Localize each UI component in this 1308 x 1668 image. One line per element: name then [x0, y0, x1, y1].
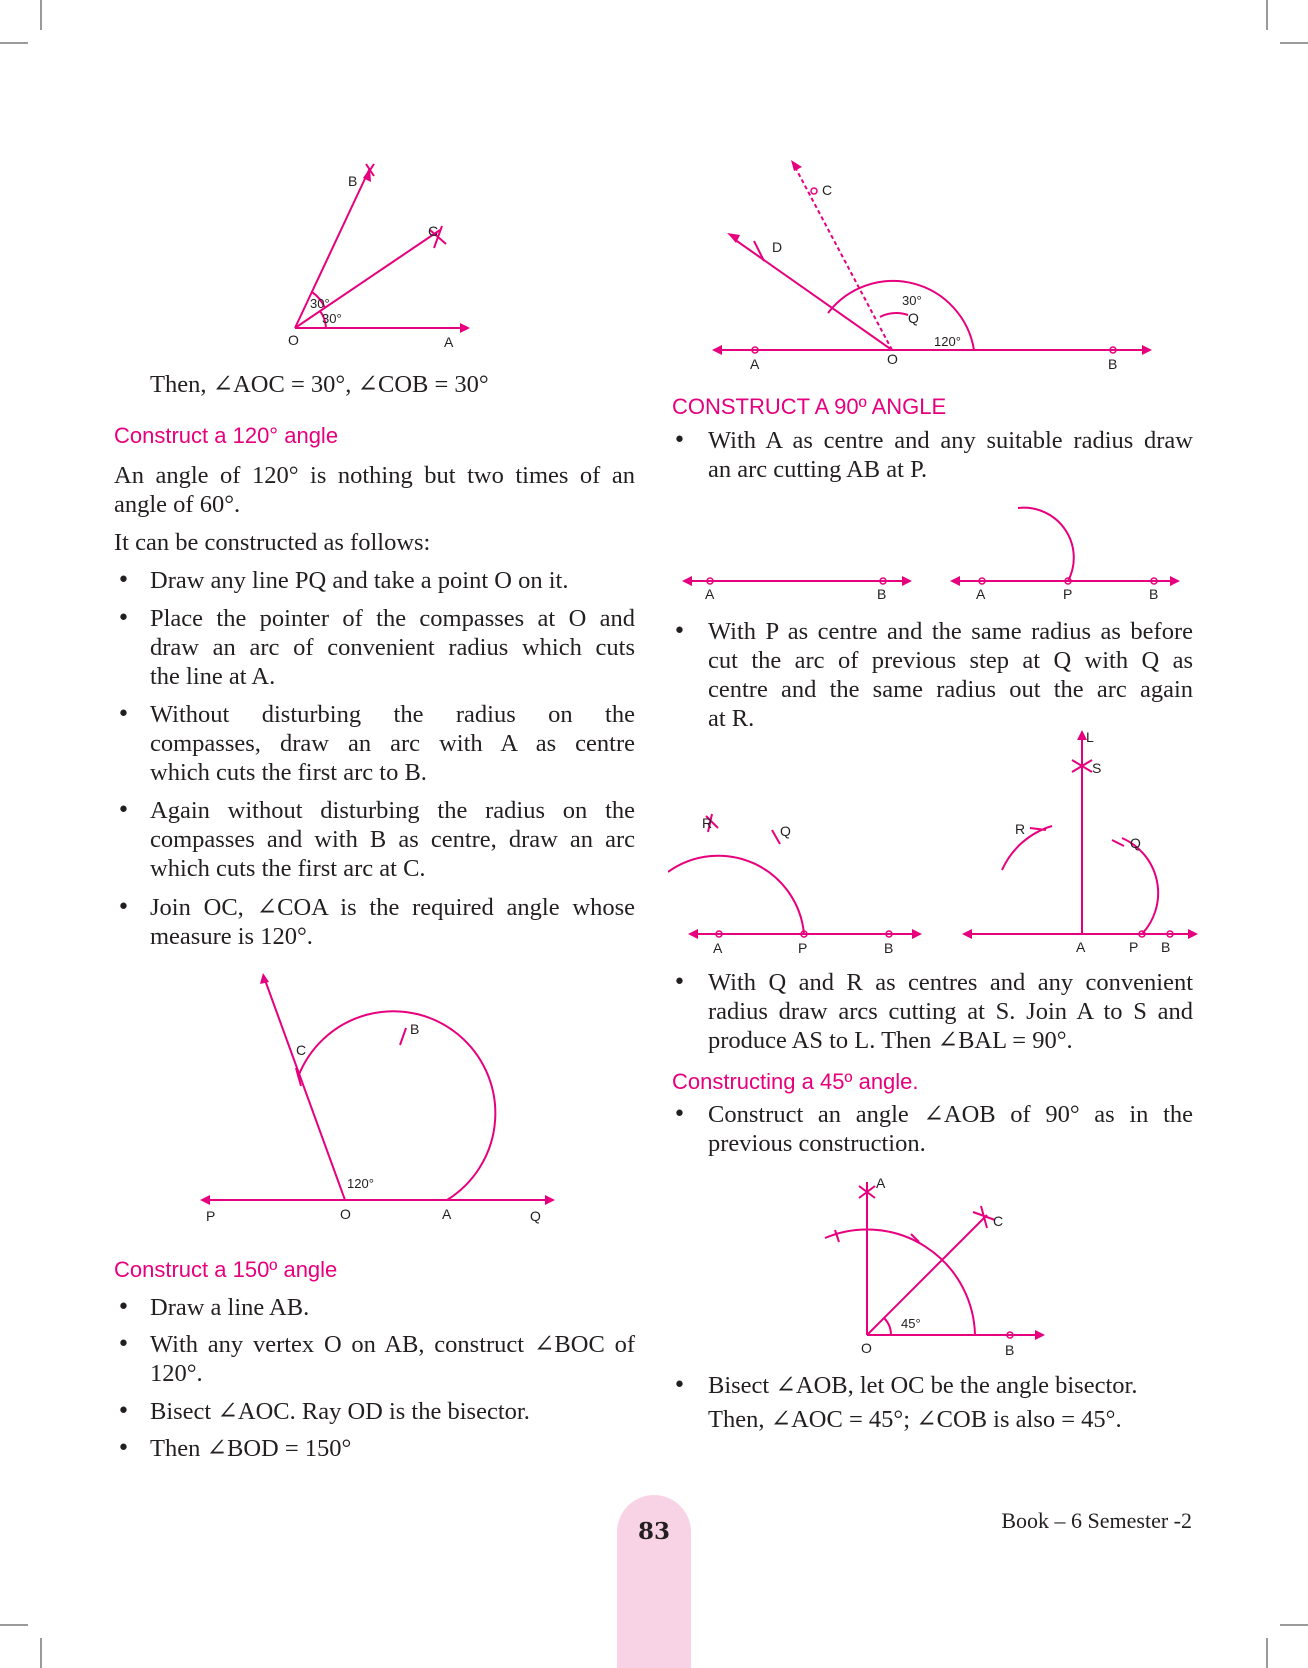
- bullet-text: cut the arc of previous step at Q with Q as: [708, 647, 1193, 674]
- label-b: B: [1149, 586, 1159, 602]
- bullet: •: [117, 1399, 130, 1424]
- label-r: R: [1015, 821, 1026, 837]
- label-o: O: [887, 351, 898, 367]
- crop-mark: [1280, 42, 1308, 44]
- label-b: B: [877, 586, 887, 602]
- label-b: B: [884, 940, 894, 956]
- heading-90: CONSTRUCT A 90º ANGLE: [672, 394, 947, 419]
- label-a: A: [705, 586, 715, 602]
- bullet-text: the line at A.: [150, 663, 276, 690]
- label-a: A: [976, 586, 986, 602]
- bullet-text: compasses, draw an arc with A as centre: [150, 730, 635, 757]
- bullet: •: [673, 1102, 686, 1127]
- label-a: A: [1076, 939, 1086, 955]
- label-a: A: [876, 1175, 886, 1191]
- figure-angle-45: [815, 1170, 1055, 1360]
- bullet-text: With any vertex O on AB, construct ∠BOC of: [150, 1331, 635, 1358]
- bullet: •: [117, 1436, 130, 1461]
- crop-mark: [40, 1638, 42, 1668]
- heading-150: Construct a 150º angle: [114, 1257, 338, 1282]
- ray-ob: [295, 168, 370, 328]
- bullet-text: compasses and with B as centre, draw an arc: [150, 826, 635, 853]
- bullet-text: an arc cutting AB at P.: [708, 456, 928, 483]
- ray-oc: [794, 165, 892, 350]
- heading-120: Construct a 120° angle: [114, 423, 339, 448]
- label-b: B: [1108, 356, 1118, 372]
- label-a: A: [444, 334, 454, 350]
- para-line: An angle of 120° is nothing but two times of an: [114, 462, 635, 489]
- ray-od: [734, 239, 892, 350]
- label-b: B: [1161, 939, 1171, 955]
- footer-book-label: Book – 6 Semester -2: [1001, 1508, 1192, 1533]
- label-o: O: [340, 1206, 351, 1222]
- label-r: R: [702, 815, 713, 831]
- angle-label-120: 120°: [347, 1176, 374, 1191]
- bullet: •: [673, 619, 686, 644]
- angle-label-120: 120°: [934, 334, 961, 349]
- bullet-text: Then ∠BOD = 150°: [150, 1435, 352, 1462]
- bullet-text: Construct an angle ∠AOB of 90° as in the: [708, 1101, 1193, 1128]
- bullet-text: Place the pointer of the compasses at O and: [150, 605, 635, 632]
- label-a: A: [442, 1206, 452, 1222]
- bullet-text: With A as centre and any suitable radius draw: [708, 427, 1193, 454]
- figure-angle-bisect-60: [270, 160, 480, 355]
- para-line: It can be constructed as follows:: [114, 529, 431, 556]
- page-number: 83: [637, 1518, 670, 1545]
- angle-label-45: 45°: [901, 1316, 921, 1331]
- label-b: B: [348, 173, 358, 189]
- label-a: A: [713, 940, 723, 956]
- bullet-text: Without disturbing the radius on the: [150, 701, 635, 728]
- bullet-text: Bisect ∠AOC. Ray OD is the bisector.: [150, 1398, 530, 1425]
- bullet-text: Join OC, ∠COA is the required angle whose: [150, 894, 635, 921]
- text-then-30: Then, ∠AOC = 30°, ∠COB = 30°: [150, 371, 489, 398]
- arc-main: [298, 1011, 495, 1200]
- bullet-text: produce AS to L. Then ∠BAL = 90°.: [708, 1027, 1073, 1054]
- bullet-text: Again without disturbing the radius on the: [150, 797, 635, 824]
- crop-mark: [1280, 1624, 1308, 1626]
- bullet-text: which cuts the first arc at C.: [150, 855, 426, 882]
- crop-mark: [1266, 1638, 1268, 1668]
- label-o: O: [861, 1340, 872, 1356]
- bullet-text: Bisect ∠AOB, let OC be the angle bisector.: [708, 1372, 1138, 1399]
- angle-label-30-lower: 30°: [322, 311, 342, 326]
- label-p: P: [206, 1208, 216, 1224]
- label-c: C: [993, 1213, 1004, 1229]
- label-s: S: [1092, 760, 1102, 776]
- bullet-text: at R.: [708, 705, 755, 732]
- angle-label-30: 30°: [902, 293, 922, 308]
- label-p: P: [1063, 586, 1073, 602]
- bullet-text: With P as centre and the same radius as before: [708, 618, 1193, 645]
- bullet-text: which cuts the first arc to B.: [150, 759, 427, 786]
- figure-90-step3: [960, 728, 1210, 960]
- bullet: •: [117, 702, 130, 727]
- ray-oc: [265, 980, 345, 1200]
- label-a: A: [750, 356, 760, 372]
- bullet-text: 120°.: [150, 1360, 203, 1387]
- figure-angle-120: [200, 970, 560, 1230]
- crop-mark: [0, 1624, 28, 1626]
- label-b: B: [1005, 1342, 1015, 1358]
- label-c: C: [296, 1042, 307, 1058]
- bullet: •: [673, 428, 686, 453]
- bullet-text: previous construction.: [708, 1130, 926, 1157]
- figure-90-step2: [668, 810, 928, 960]
- label-q: Q: [908, 310, 919, 326]
- label-b: B: [410, 1021, 420, 1037]
- bullet: •: [117, 798, 130, 823]
- label-q: Q: [1130, 835, 1141, 851]
- ray-oc: [295, 230, 440, 328]
- label-p: P: [798, 940, 808, 956]
- bullet: •: [117, 895, 130, 920]
- bullet-text: Draw a line AB.: [150, 1294, 310, 1321]
- figure-90-step1: [680, 500, 1220, 610]
- label-c: C: [428, 223, 439, 239]
- label-o: O: [288, 332, 299, 348]
- label-c: C: [822, 182, 833, 198]
- para-line: angle of 60°.: [114, 491, 241, 518]
- bullet-text: centre and the same radius out the arc again: [708, 676, 1193, 703]
- figure-angle-150: [710, 155, 1160, 375]
- angle-label-30-upper: 30°: [310, 296, 330, 311]
- label-q: Q: [780, 823, 791, 839]
- bullet: •: [117, 1332, 130, 1357]
- bullet: •: [117, 568, 130, 593]
- bullet: •: [117, 606, 130, 631]
- bullet-text: Draw any line PQ and take a point O on it.: [150, 567, 569, 594]
- bullet-text: With Q and R as centres and any convenient: [708, 969, 1193, 996]
- label-p: P: [1129, 939, 1139, 955]
- crop-mark: [0, 42, 28, 44]
- heading-45: Constructing a 45º angle.: [672, 1069, 919, 1094]
- crop-mark: [40, 0, 42, 30]
- crop-mark: [1266, 0, 1268, 30]
- bullet-text: draw an arc of convenient radius which cuts: [150, 634, 635, 661]
- label-l: L: [1086, 729, 1094, 745]
- bullet: •: [673, 970, 686, 995]
- ray-oc: [867, 1215, 987, 1335]
- bullet-text: measure is 120°.: [150, 923, 313, 950]
- label-d: D: [772, 239, 783, 255]
- bullet: •: [117, 1295, 130, 1320]
- bullet-text: radius draw arcs cutting at S. Join A to S and: [708, 998, 1193, 1025]
- label-q: Q: [530, 1208, 541, 1224]
- bullet-text: Then, ∠AOC = 45°; ∠COB is also = 45°.: [708, 1406, 1122, 1433]
- bullet: •: [673, 1373, 686, 1398]
